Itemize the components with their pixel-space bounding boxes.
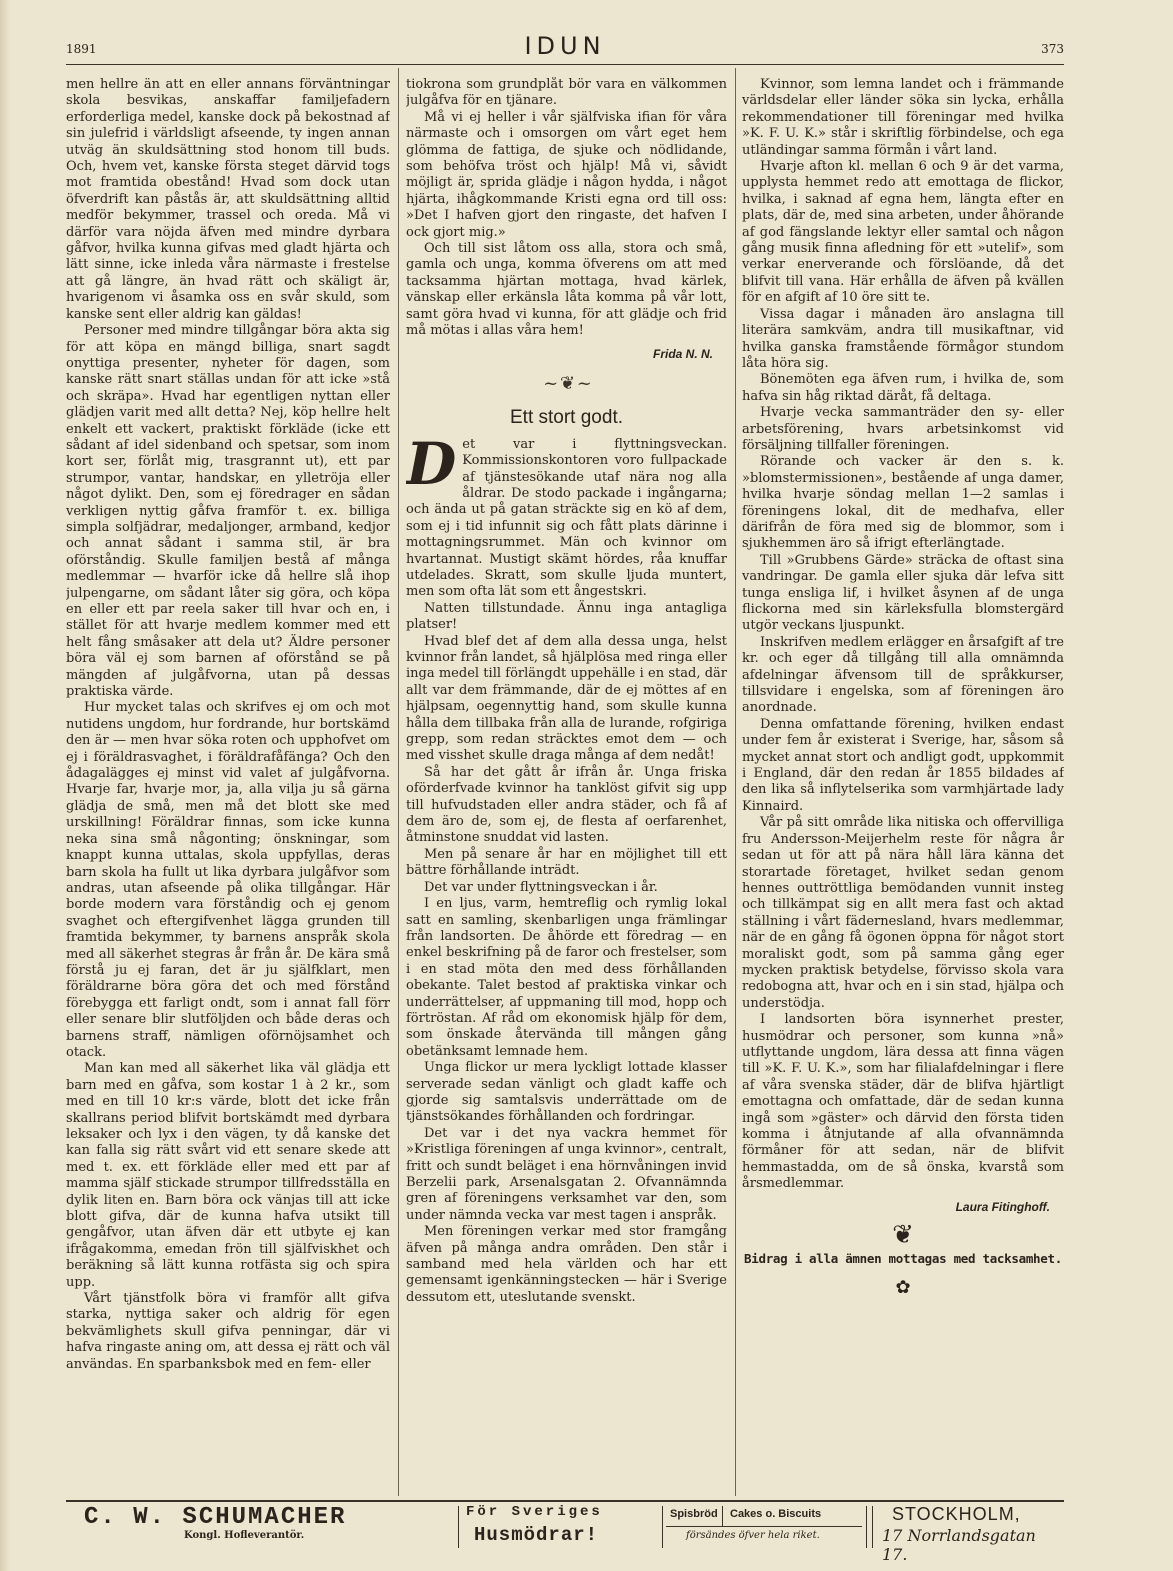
column-1 [66, 77, 390, 1495]
paragraph: Personer med mindre tillgångar böra akta sig för att köpa en mängd billiga, snart sagdt onyttiga presenter, nyheter för dagen, som kanske rätt snart ställas undan för att icke »stå och skräpa». Hvad har egentligen nyttan eller glädjen varit med allt detta? Nej, köp hellre helt enkelt ett vackert, praktiskt förkläde (icke ett sådant af idel sidenband och spetsar, som inom kort ser, förlåt mig, trasgrannt ut), ett par strumpor, vantar, handskar, en ylletröja eller något dylikt. Den, som ej föredrager en sådan verkligen nyttig gåfva framför t. ex. billiga simpla solfjädrar, medaljonger, armband, kedjor och annat sådant i samma stil, är bra oförståndig. Skulle familjen bestå af många medlemmar — hvarför icke då hellre slå ihop julpengarne, om sådant låter sig göra, och köpa en eller ett par reela saker till hvar och en, i stället för att hvarje medlem kommer med ett helt fång småsaker att dela ut? Äldre personer böra väl ej som barnen af oförstånd se på mängden af julgåfvorna, utan på dessas praktiska värde. [66, 323, 390, 700]
contribution-notice: Bidrag i alla ämnen mottagas med tacksamhet. [744, 1251, 1062, 1267]
paragraph: Till »Grubbens Gärde» sträcka de oftast sina vandringar. De gamla eller sjuka där lefva sitt tunga ensliga lif, i hvilket åsynen af de unga flickorna med sin kärleksfulla blomstergärd utgör veckans ljuspunkt. [742, 552, 1064, 634]
ad-separator [872, 1506, 873, 1548]
paragraph: Det var under flyttningsveckan i år. [424, 879, 658, 895]
header-page-number: 373 [1041, 42, 1064, 56]
article-first-paragraph [406, 429, 727, 601]
ad-product-cakes: Cakes o. Biscuits [730, 1508, 822, 1520]
paragraph: Så har det gått år ifrån år. Unga friska oförderfvade kvinnor ha tanklöst gifvit sig upp till hufvudstaden eller andra städer, och få af dem äro de, som ej, de flesta af oerfarenhet, åtminstone snuddat vid lasten. [406, 764, 727, 846]
ad-separator [866, 1506, 867, 1548]
paragraph: men hellre än att en eller annans förväntningar skola besvikas, anskaffar familjefadern erforderliga medel, kanske dock på bekostnad af sin julefrid i världsligt afseende, ty ingen annan utväg än skuldsättning stod honom till buds. Och, hvem vet, kanske första steget därvid togs mot framtida obestånd! Hvad som dock utan öfverdrift kan påstås är, att skuldsättning alltid medför bekymmer, trassel och oreda. Må vi därför vara nöjda äfven med mindre dyrbara gåfvor, hvilka kunna gifvas med gladt hjärta och lätt sinne, icke inleda våra närmaste i frestelse att gå längre, än hvad rätt och skäligt är, hvarigenom vi åsamka oss en svår skuld, som kanske sent eller aldrig kan gäldas! [66, 77, 390, 322]
ad-slogan-line1: För Sveriges [466, 1504, 603, 1520]
paragraph: Denna omfattande förening, hvilken endast under fem år existerat i Sverige, har, såsom så mycket annat stort och andligt godt, uppkommit i England, där den redan år 1855 bildades af den lika så inflytelserika som varmhjärtade lady Kinnaird. [742, 716, 1064, 814]
article-title: Ett stort godt. [510, 407, 623, 429]
ad-separator [662, 1506, 663, 1548]
paragraph: Natten tillstundade. Ännu inga antagliga platser! [406, 600, 727, 633]
column-divider [735, 68, 736, 1496]
paragraph: Och till sist låtom oss alla, stora och små, gamla och unga, komma öfverens om att med tacksamma hjärtan mottaga, hvad kärlek, vänskap eller erkänsla låta komma på vår lott, samt göra hvad vi kunna, för att glädje och frid må mötas i allas våra hem! [406, 241, 727, 339]
paragraph: Hur mycket talas och skrifves ej om och mot nutidens ungdom, hur fordrande, hur bortskämd den är — men hvar söka roten och upphofvet om ej i föräldrasvaghet, i föräldrafåfänga? Och den ådagalägges ej minst vid valet af julgåfvorna. Hvarje far, hvarje mor, ja, alla vilja ju så gärna glädja de små, men må det blott ske med urskillning! Föräldrar finnas, som icke kunna neka sina små någonting; önskningar, som knappt kunna uttalas, skola uppfyllas, deras barn skola ha fullt ut lika dyrbara julgåfvor som andras, utan afseende på olika tillgångar. Här borde modern vara förståndig och ej genom svaghet och eftergifvenhet lägga grunden till framtida bekymmer, ty barnens anspråk skola med all säkerhet stegras år från år. De kära små förstå ju ej faran, det är ju själfklart, men föräldrarne böra göra det och med förstånd förebygga ett farligt ondt, som i annat fall förr eller senare blir slutföljden och både deras och barnens straff, nämligen oförnöjsamhet och otack. [66, 700, 390, 1060]
ad-separator [458, 1506, 459, 1548]
footer-advertisement [66, 1500, 1064, 1564]
ad-city: STOCKHOLM, [892, 1504, 1021, 1524]
paragraph: Hvarje vecka sammanträder den sy- eller arbetsförening, hvars arbetsinkomst vid försäljning tillfaller föreningen. [742, 405, 1064, 453]
header-rule [66, 64, 1064, 65]
column-divider [398, 68, 399, 1496]
page-header [66, 34, 1064, 62]
ornament-divider: ~ ❦ ~ [543, 372, 590, 394]
page-edge [0, 0, 10, 1571]
paragraph: Det var i det nya vackra hemmet för »Kristliga föreningen af unga kvinnor», centralt, fritt och sundt beläget i ena hörnvåningen invid Berzelii park, Arsenalsgatan 2. Ofvannämnda gren af föreningens verksamhet var den, som under nämnda vecka var mest tagen i anspråk. [406, 1125, 727, 1223]
column-2 [406, 77, 727, 1495]
column-3 [742, 77, 1064, 1495]
paragraph: Inskrifven medlem erlägger en årsafgift af tre kr. och eger då tillgång till alla omnämnda afdelningar äfvensom till de språkkurser, tillsvidare i engelska, som af föreningen äro anordnade. [742, 634, 1064, 716]
ad-separator [722, 1506, 723, 1526]
paragraph: Bönemöten ega äfven rum, i hvilka de, som hafva sin håg riktad däråt, få deltaga. [742, 372, 1064, 404]
paragraph: Vissa dagar i månaden äro anslagna till literära samkväm, andra till musikaftnar, vid hvilka ganska framstående förmågor stundom låta höra sig. [742, 306, 1064, 371]
ad-brand-subtitle: Kongl. Hofleverantör. [184, 1530, 305, 1541]
header-year: 1891 [66, 42, 97, 56]
paragraph: Rörande och vacker är den s. k. »blomstermissionen», bestående af unga damer, hvilka hvarje söndag mellan 1—2 samlas i föreningens lokal, dit de medhafva, eller därifrån de föra med sig de blommor, som i sjukhemmen äro så ifrigt efterlängtade. [742, 454, 1064, 552]
ad-address: 17 Norrlandsgatan 17. [882, 1526, 1036, 1564]
signature-laura: Laura Fitinghoff. [955, 1199, 1050, 1214]
paragraph: Man kan med all säkerhet lika väl glädja ett barn med en gåfva, som kostar 1 à 2 kr., som med en till 10 kr:s värde, blott det icke från skallrans period blifvit bortskämdt med dyrbara leksaker och lyx i den vägen, ty då kanske det kan falla sig rätt svårt vid ett senare skede att med t. ex. ett förkläde eller med ett par af mamma själf stickade strumpor tillfredsställa en dylik liten en. Barn böra ock vänjas till att icke blott gifva, där de kunna hafva utsikt till gengåfvor, utan äfven där ett utbyte ej kan ifrågakomma, emedan frön till själfviskhet och beräkning så lätt kunna rotfästa sig och spira upp. [66, 1061, 390, 1290]
paragraph: Hvarje afton kl. mellan 6 och 9 är det varma, upplysta hemmet redo att emottaga de flickor, hvilka, i saknad af egna hem, längta efter en plats, där de, med sina arbeten, under åhörande af god fängslande lektyr eller samtal och någon gång musik finna afledning för ett »utelif», som verkar enerverande och förslöande, då det blifvit till vana. Här erhålla de äfven på kvällen för en afgift af 10 öre sitt te. [742, 159, 1064, 306]
flower-ornament-icon: ❦ [892, 1220, 914, 1251]
paragraph: I en ljus, varm, hemtreflig och rymlig lokal satt en samling, skenbarligen unga främlingar från landsorten. De åhörde ett föredrag — en enkel beskrifning på de faror och frestelser, som i en stad möta den med dess förhållanden obekante. Talet bestod af praktiska vinkar och underrättelser, af uppmaning till mod, hopp och förtröstan. Af råd om ekonomisk hjälp för dem, som önskade återvända till mången gång obetänksamt lemnade hem. [406, 896, 727, 1059]
paragraph: I landsorten böra isynnerhet prester, husmödrar och personer, som kunna »nå» utflyttande ungdom, lära dessa att finna vägen till »K. F. U. K.», som har filialafdelningar i flere af våra svenska städer, där de blifva hjärtligt emottagna och omfattade, där de sedan kunna ingå som »gäster» och därvid den första tiden komma i åtnjutande af alla ofvannämnda förmåner för att sedan, när de blifvit hemmastadda, om de så önska, kvarstå som årsmedlemmar. [742, 1012, 1064, 1192]
paragraph: Kvinnor, som lemna landet och i främmande världsdelar eller länder söka sin lycka, erhålla rekommendationer till föreningar med hvilka »K. F. U. K.» står i skriftlig förbindelse, och ega utländingar samma förmån i vårt land. [742, 77, 1064, 158]
header-title: IDUN [524, 32, 606, 60]
ad-slogan-line2: Husmödrar! [474, 1524, 599, 1546]
ad-product-spisbrod: Spisbröd [670, 1508, 718, 1520]
first-paragraph-text: et var i flyttningsveckan. Kommissionskontoren voro fullpackade af tjänstesökande utaf nära nog alla åldrar. De stodo packade i ingångarna; och ända ut på gatan sträckte sig en kö af dem, som ej i tid infunnit sig och fått plats därinne i mottagningsrummet. Män och kvinnor om hvartannat. Mustigt skämt hördes, råa knuffar utdelades. Skratt, som skulle ljuda muntert, men som ofta lät som ett ångestskri. [406, 436, 727, 600]
small-ornament-icon: ✿ [895, 1276, 911, 1298]
signature-frida: Frida N. N. [652, 346, 713, 361]
paragraph: Vårt tjänstfolk böra vi framför allt gifva starka, nyttiga saker och aldrig för egen bekvämlighets skull gifva penningar, där vi hafva ringaste aning om, att dessa ej rätt och väl användas. En sparbanksbok med en fem- eller [66, 1291, 390, 1372]
paragraph: Unga flickor ur mera lyckligt lottade klasser serverade sedan vänligt och gladt kaffe och gjorde sig samtalsvis underrättade om de tjänstsökandes förhållanden och fordringar. [406, 1060, 727, 1125]
paragraph: tiokrona som grundplåt bör vara en välkommen julgåfva för en tjänare. [406, 77, 727, 109]
paragraph: Hvad blef det af dem alla dessa unga, helst kvinnor från landet, så hjälplösa med ringa eller inga medel till förlängdt uppehälle i en stad, där allt var dem främmande, där de ej möttes af en hjälpsam, oegennyttig hand, som skulle kunna hålla dem tillbaka från alla de lurande, rofgiriga grepp, som redan sträcktes emot dem — och med visshet skulle draga många af dem nedåt! [406, 633, 727, 764]
drop-cap: D [406, 429, 457, 498]
paragraph: Vår på sitt område lika nitiska och offervilliga fru Andersson-Meijerhelm reste för några år sedan ut för att på nära håll lära känna det storartade företaget, hvilket sedan genom hennes outtröttliga bemödanden vunnit insteg och tillkämpat sig en allt mera fast och aktad ställning i vårt fädernesland, hvars medlemmar, när de en gång få ögonen öppna för något stort moraliskt godt, som på samma gång eger mycken praktisk betydelse, förvisso skola vara redobogna att, hvar och en i sin stad, hjälpa och understödja. [742, 815, 1064, 1011]
ad-shipping-note: försändes öfver hela riket. [686, 1530, 820, 1541]
paragraph: Men på senare år har en möjlighet till ett bättre förhållande inträdt. [406, 846, 727, 879]
ad-underline [666, 1526, 862, 1527]
paragraph: Men föreningen verkar med stor framgång äfven på många andra områden. Den står i samband med hela världen och har ett gemensamt igenkänningstecken — här i Sverige dessutom ett, uteslutande svenskt. [406, 1224, 727, 1305]
ad-brand: C. W. SCHUMACHER [84, 1504, 347, 1531]
paragraph: Må vi ej heller i vår själfviska ifian för våra närmaste och i omsorgen om vårt eget hem glömma de fattiga, de sjuke och nödlidande, som behöfva tröst och hjälp! Må vi, såvidt möjligt är, sprida glädje i någon hydda, i något hjärta, ihågkommande Kristi egna ord till oss: »Det I hafven gjort den ringaste, det hafven I ock gjort mig.» [406, 109, 727, 240]
